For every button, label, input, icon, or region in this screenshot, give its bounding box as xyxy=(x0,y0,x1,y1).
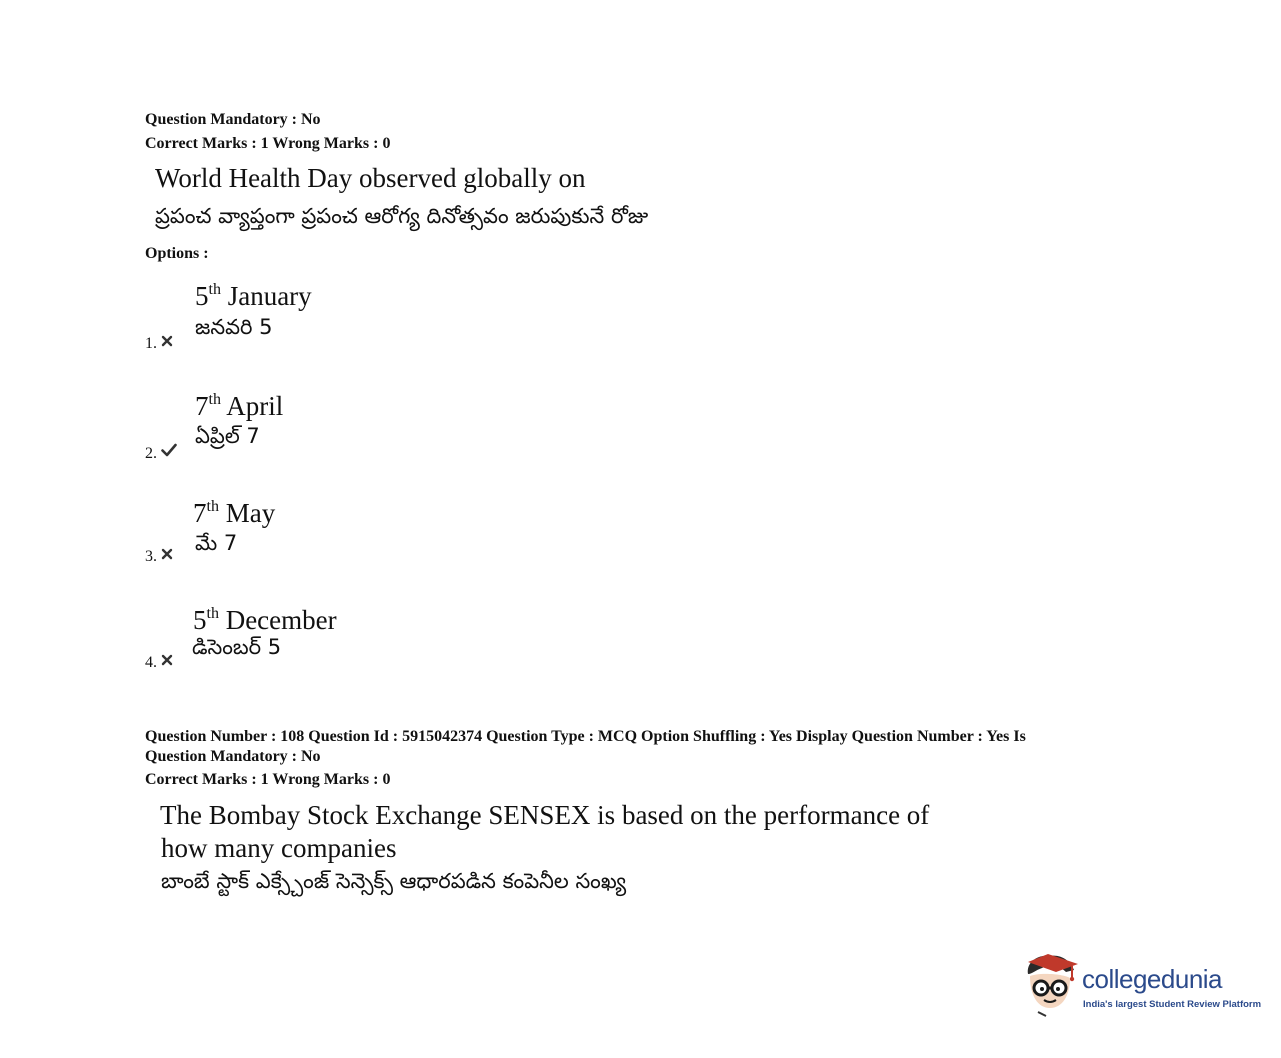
logo-tagline: India's largest Student Review Platform xyxy=(1083,999,1262,1010)
question-text-english: World Health Day observed globally on xyxy=(155,163,586,193)
option-4-english: 5th December xyxy=(193,605,337,635)
option-2-english: 7th April xyxy=(195,391,284,421)
question-text-telugu: బాంబే స్టాక్ ఎక్స్చేంజ్ సెన్సెక్స్ ఆధారపడిన కంపెనీల సంఖ్య xyxy=(161,869,627,893)
cross-icon xyxy=(161,335,173,347)
option-1-number: 1. xyxy=(145,335,173,353)
question-text-english-line1: The Bombay Stock Exchange SENSEX is based on the performance of xyxy=(160,800,930,830)
checkmark-icon xyxy=(161,443,177,457)
option-1-english: 5th January xyxy=(195,281,312,311)
option-3-number: 3. xyxy=(145,548,173,566)
options-label: Options : xyxy=(145,245,209,262)
question-mandatory: Question Mandatory : No xyxy=(145,111,321,128)
logo-brand-text: collegedunia xyxy=(1082,964,1223,994)
option-4-telugu: డిసెంబర్ 5 xyxy=(192,635,282,659)
question-mandatory: Question Mandatory : No xyxy=(145,748,321,765)
question-text-english-line2: how many companies xyxy=(161,833,397,863)
option-2-number: 2. xyxy=(145,443,177,463)
option-3-english: 7th May xyxy=(193,498,276,528)
option-1-telugu: జనవరి 5 xyxy=(195,315,273,339)
question-marks: Correct Marks : 1 Wrong Marks : 0 xyxy=(145,135,391,152)
option-3-telugu: మే 7 xyxy=(195,531,238,555)
option-4-number: 4. xyxy=(145,654,173,672)
question-text-telugu: ప్రపంచ వ్యాప్తంగా ప్రపంచ ఆరోగ్య దినోత్సవం జరుపుకునే రోజు xyxy=(155,204,649,228)
question-header: Question Number : 108 Question Id : 5915042374 Question Type : MCQ Option Shuffling : Yes Display Question Number : Yes Is xyxy=(145,728,1026,745)
mascot-icon xyxy=(1020,950,1082,1022)
cross-icon xyxy=(161,654,173,666)
question-marks: Correct Marks : 1 Wrong Marks : 0 xyxy=(145,771,391,788)
cross-icon xyxy=(161,548,173,560)
collegedunia-logo xyxy=(1020,950,1262,1022)
option-2-telugu: ఏప్రిల్ 7 xyxy=(195,424,260,448)
